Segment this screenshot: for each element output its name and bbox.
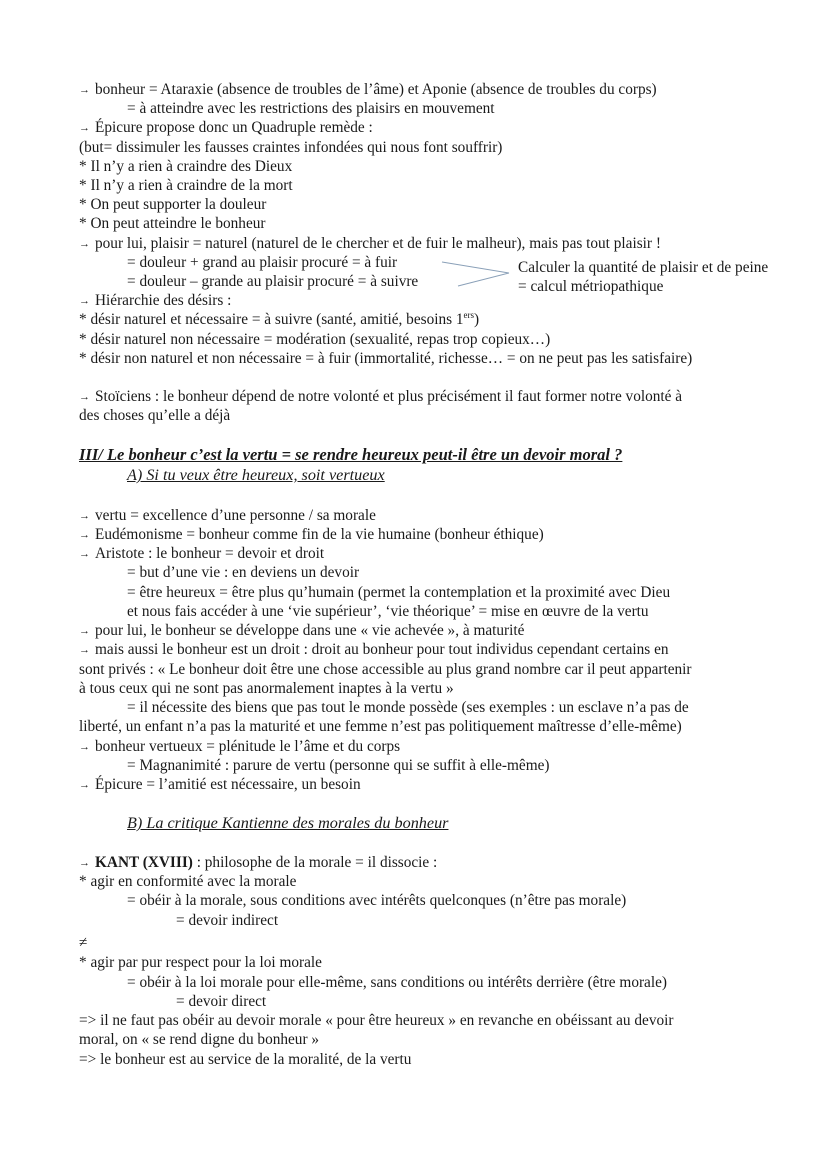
subheading-b: B) La critique Kantienne des morales du bonheur (127, 814, 449, 832)
line-conclusion-2: moral, on « se rend digne du bonheur » (79, 1031, 320, 1048)
arrow-icon: → (79, 779, 90, 791)
arrow-icon: → (79, 529, 90, 541)
line-eudemonisme: → Eudémonisme = bonheur comme fin de la vie humaine (bonheur éthique) (79, 526, 544, 543)
list-item: * agir par pur respect pour la loi morale (79, 954, 322, 971)
line-quote-1: sont privés : « Le bonheur doit être une chose accessible au plus grand nombre car il peut appartenir (79, 661, 692, 678)
arrow-icon: → (79, 510, 90, 522)
arrow-icon: → (79, 741, 90, 753)
section-heading-iii: III/ Le bonheur c’est la vertu = se rendre heureux peut-il être un devoir moral ? (79, 445, 623, 464)
list-item: * désir non naturel et non nécessaire = à fuir (immortalité, richesse… = on ne peut pas les satisfaire) (79, 350, 693, 367)
list-item: * agir en conformité avec la morale (79, 873, 297, 890)
not-equal-sign: ≠ (79, 934, 88, 951)
list-item: * Il n’y a rien à craindre de la mort (79, 177, 293, 194)
list-item: * On peut atteindre le bonheur (79, 215, 266, 232)
line-but: (but= dissimuler les fausses craintes infondées qui nous font souffrir) (79, 139, 503, 156)
line-douleur-plus: = douleur + grand au plaisir procuré = à fuir (127, 254, 398, 271)
arrow-icon: → (79, 295, 90, 307)
arrow-icon: → (79, 391, 90, 403)
arrow-icon: → (79, 857, 90, 869)
line-stoiciens-cont: des choses qu’elle a déjà (79, 407, 231, 424)
arrow-icon: → (79, 548, 90, 560)
list-item: * On peut supporter la douleur (79, 196, 267, 213)
line-etre-heureux: = être heureux = être plus qu’humain (permet la contemplation et la proximité avec Dieu (127, 584, 671, 601)
line-magnanimite: = Magnanimité : parure de vertu (personne qui se suffit à elle-même) (127, 757, 550, 774)
line-quote-2: à tous ceux qui ne sont pas anormalement inaptes à la vertu » (79, 680, 454, 697)
line-kant: → KANT (XVIII) : philosophe de la morale = il dissocie : (79, 854, 438, 871)
line-obeir-loi: = obéir à la loi morale pour elle-même, sans conditions ou intérêts derrière (être morale) (127, 974, 667, 991)
line-devoir-direct: = devoir direct (176, 993, 267, 1010)
line-but-vie: = but d’une vie : en deviens un devoir (127, 564, 360, 581)
line-bonheur-ataraxie: → bonheur = Ataraxie (absence de troubles de l’âme) et Aponie (absence de troubles du corps) (79, 81, 657, 98)
line-obeir-morale: = obéir à la morale, sous conditions avec intérêts quelconques (n’être pas morale) (127, 892, 627, 909)
line-aristote: → Aristote : le bonheur = devoir et droit (79, 545, 325, 562)
list-item: * désir naturel et nécessaire = à suivre (santé, amitié, besoins 1ers) (79, 309, 480, 328)
arrow-icon: → (79, 238, 90, 250)
arrow-icon: → (79, 625, 90, 637)
side-note-metriopathique: = calcul métriopathique (518, 278, 664, 295)
list-item: * Il n’y a rien à craindre des Dieux (79, 158, 293, 175)
arrow-icon: → (79, 644, 90, 656)
line-a-atteindre: = à atteindre avec les restrictions des plaisirs en mouvement (127, 100, 495, 117)
line-conclusion-3: => le bonheur est au service de la moralité, de la vertu (79, 1051, 412, 1068)
list-item: * désir naturel non nécessaire = modération (sexualité, repas trop copieux…) (79, 331, 551, 348)
side-note-calcul: Calculer la quantité de plaisir et de peine (518, 259, 769, 276)
line-devoir-indirect: = devoir indirect (176, 912, 279, 929)
line-bonheur-vertueux: → bonheur vertueux = plénitude le l’âme et du corps (79, 738, 401, 755)
bracket-upper-line (442, 262, 509, 273)
line-epicure-amitie: → Épicure = l’amitié est nécessaire, un besoin (79, 776, 361, 793)
arrow-icon: → (79, 122, 90, 134)
line-quadruple-remede: → Épicure propose donc un Quadruple remède : (79, 119, 373, 136)
line-stoiciens: → Stoïciens : le bonheur dépend de notre volonté et plus précisément il faut former notre volonté à (79, 388, 683, 405)
arrow-icon: → (79, 84, 90, 96)
line-hierarchie-desirs: → Hiérarchie des désirs : (79, 292, 232, 309)
line-vie-superieur: et nous fais accéder à une ‘vie supérieur’, ‘vie théorique’ = mise en œuvre de la vertu (127, 603, 649, 620)
line-plaisir-naturel: → pour lui, plaisir = naturel (naturel de le chercher et de fuir le malheur), mais pas tout plaisir ! (79, 235, 661, 252)
subheading-a: A) Si tu veux être heureux, soit vertueux (127, 466, 385, 484)
line-vie-achevee: → pour lui, le bonheur se développe dans une « vie achevée », à maturité (79, 622, 525, 639)
line-biens: = il nécessite des biens que pas tout le monde possède (ses exemples : un esclave n’a pas de (127, 699, 689, 716)
bracket-lower-line (458, 273, 509, 286)
line-conclusion-1: => il ne faut pas obéir au devoir morale « pour être heureux » en revanche en obéissant au devoir (79, 1012, 674, 1029)
line-douleur-moins: = douleur – grande au plaisir procuré = à suivre (127, 273, 419, 290)
line-droit: → mais aussi le bonheur est un droit : droit au bonheur pour tout individus cependant certains en (79, 641, 669, 658)
line-liberte: liberté, un enfant n’a pas la maturité et une femme n’est pas politiquement maîtresse d’elle-même) (79, 718, 682, 735)
line-vertu: → vertu = excellence d’une personne / sa morale (79, 507, 376, 524)
